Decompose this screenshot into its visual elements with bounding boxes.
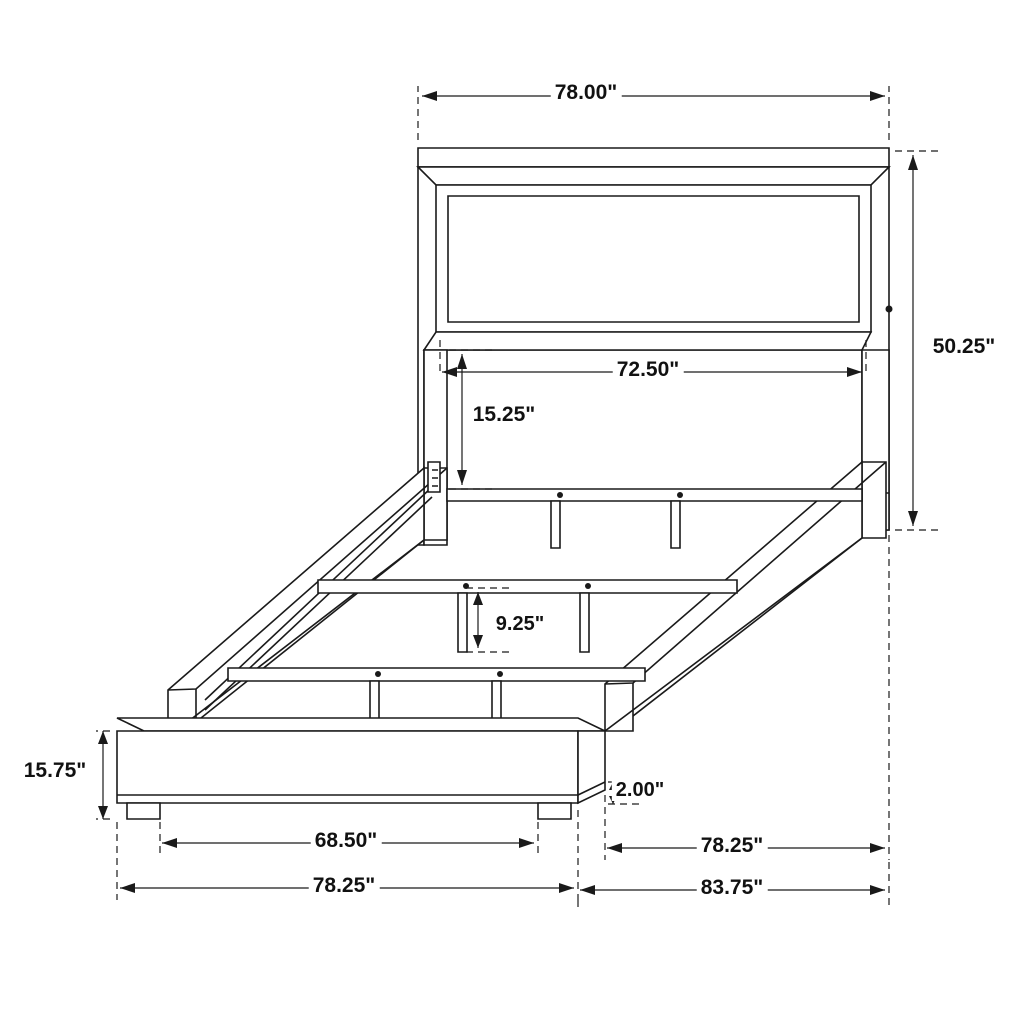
dim-label-headboard-height: 50.25": [929, 336, 1000, 358]
dim-label-foot-rail-thickness: 2.00": [612, 780, 668, 801]
side-rails-group: [168, 462, 886, 737]
dim-label-headboard-panel-width: 72.50": [613, 359, 684, 381]
footboard-group: [117, 718, 605, 819]
dim-label-interior-width: 68.50": [311, 830, 382, 852]
dimline-overall-width-top: [418, 86, 889, 140]
dimline-footboard-height: [96, 731, 110, 819]
dim-label-footboard-width: 78.25": [309, 875, 380, 897]
dim-label-overall-width-top: 78.00": [551, 82, 622, 104]
dim-label-footboard-height: 15.75": [20, 760, 91, 782]
dim-label-headboard-panel-drop: 15.25": [469, 404, 540, 426]
headboard-group: [418, 148, 893, 545]
dim-label-slat-clearance: 9.25": [492, 614, 548, 635]
dim-label-side-rail-length: 78.25": [697, 835, 768, 857]
dim-label-overall-length: 83.75": [697, 877, 768, 899]
